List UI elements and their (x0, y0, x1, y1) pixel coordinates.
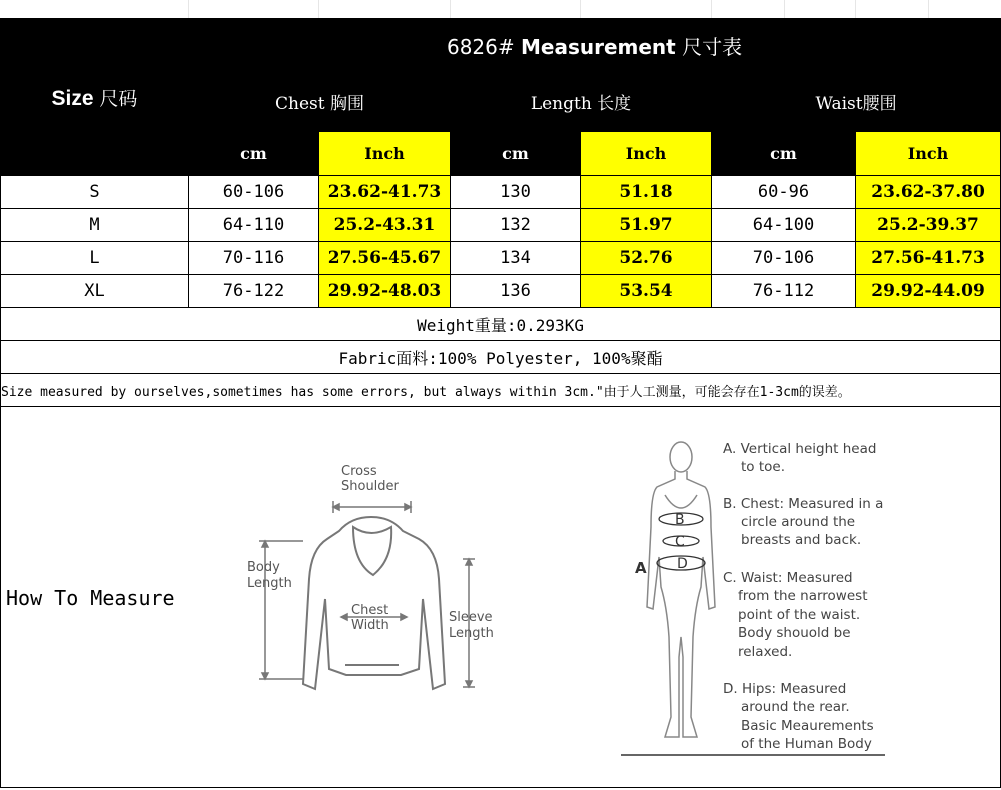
desc-d-2: around the rear. (741, 699, 850, 715)
chest-cm-cell: 60-106 (189, 176, 319, 209)
length-inch-cell: 53.54 (581, 275, 712, 308)
chest-width-text-2: Width (351, 618, 389, 633)
marker-b: B (675, 512, 685, 528)
chest-cm-cell: 64-110 (189, 209, 319, 242)
hoodie-diagram (241, 464, 494, 719)
body-length-text-2: Length (247, 576, 292, 591)
waist-inch-cell: 29.92-44.09 (856, 275, 1001, 308)
size-cell: XL (1, 275, 189, 308)
length-cm-cell: 134 (451, 242, 581, 275)
desc-a-2: to toe. (741, 459, 785, 475)
title-cn: 尺寸表 (682, 34, 743, 59)
waist-cm-cell: 64-100 (712, 209, 856, 242)
waist-cm-cell: 60-96 (712, 176, 856, 209)
fabric-row: Fabric面料:100% Polyester, 100%聚酯 (1, 341, 1001, 374)
body-measurement-diagram (621, 437, 891, 767)
weight-row: Weight重量:0.293KG (1, 308, 1001, 341)
chest-inch-cell: 29.92-48.03 (319, 275, 451, 308)
waist-cm-cell: 70-106 (712, 242, 856, 275)
table-row (1, 275, 1001, 308)
desc-b-1: B. Chest: Measured in a (723, 496, 884, 512)
chest-inch-cell: 23.62-41.73 (319, 176, 451, 209)
size-chart-table (0, 18, 1001, 788)
desc-c-4: Body shouold be (738, 625, 851, 641)
table-row (1, 176, 1001, 209)
cross-shoulder-text-1: Cross (341, 464, 377, 479)
size-header-cell (1, 19, 189, 176)
group-waist: Waist腰围 (712, 72, 1001, 132)
cross-shoulder-text-2: Shoulder (341, 479, 399, 494)
size-cell: S (1, 176, 189, 209)
marker-d: D (677, 556, 688, 572)
desc-d-3: Basic Meaurements (741, 718, 874, 734)
title-bold: Measurement (520, 34, 676, 59)
desc-c-1: C. Waist: Measured (723, 570, 853, 586)
size-cell: M (1, 209, 189, 242)
desc-c-2: from the narrowest (738, 588, 868, 604)
length-inch-cell: 52.76 (581, 242, 712, 275)
desc-c-3: point of the waist. (738, 607, 861, 623)
unit-chest-inch: Inch (319, 132, 451, 176)
chest-inch-cell: 27.56-45.67 (319, 242, 451, 275)
waist-inch-cell: 27.56-41.73 (856, 242, 1001, 275)
measurement-note: Size measured by ourselves,sometimes has some errors, but always within 3cm."由于人工测量，可能会存在1-3cm的误差。 (1, 374, 1001, 407)
length-inch-cell: 51.97 (581, 209, 712, 242)
table-row (1, 242, 1001, 275)
length-cm-cell: 136 (451, 275, 581, 308)
desc-b-3: breasts and back. (741, 532, 862, 548)
marker-c: C (675, 534, 685, 550)
body-length-text-1: Body (247, 560, 280, 575)
waist-inch-cell: 23.62-37.80 (856, 176, 1001, 209)
marker-a: A (635, 559, 647, 577)
table-row (1, 209, 1001, 242)
waist-cm-cell: 76-112 (712, 275, 856, 308)
sleeve-length-text-2: Length (449, 626, 494, 641)
length-inch-cell: 51.18 (581, 176, 712, 209)
unit-length-inch: Inch (581, 132, 712, 176)
desc-d-4: of the Human Body (741, 736, 872, 752)
desc-a-1: A. Vertical height head (723, 441, 877, 457)
size-label: Size (51, 86, 94, 110)
unit-chest-cm: cm (189, 132, 319, 176)
unit-waist-inch: Inch (856, 132, 1001, 176)
group-length: Length 长度 (451, 72, 712, 132)
sleeve-length-text-1: Sleeve (449, 610, 493, 625)
unit-length-cm: cm (451, 132, 581, 176)
chest-inch-cell: 25.2-43.31 (319, 209, 451, 242)
desc-d-1: D. Hips: Measured (723, 681, 847, 697)
how-to-measure-label: How To Measure (6, 586, 175, 610)
chest-cm-cell: 70-116 (189, 242, 319, 275)
desc-c-5: relaxed. (738, 644, 793, 660)
length-cm-cell: 130 (451, 176, 581, 209)
waist-inch-cell: 25.2-39.37 (856, 209, 1001, 242)
desc-b-2: circle around the (741, 514, 856, 530)
chest-width-text-1: Chest (351, 603, 389, 618)
model-number: 6826# (446, 34, 515, 59)
length-cm-cell: 132 (451, 209, 581, 242)
chest-cm-cell: 76-122 (189, 275, 319, 308)
how-to-measure-panel (1, 407, 1001, 788)
chart-title (189, 19, 1001, 72)
size-label-cn: 尺码 (99, 87, 138, 110)
group-chest: Chest 胸围 (189, 72, 451, 132)
unit-waist-cm: cm (712, 132, 856, 176)
size-cell: L (1, 242, 189, 275)
top-grid-strip (0, 0, 1000, 18)
